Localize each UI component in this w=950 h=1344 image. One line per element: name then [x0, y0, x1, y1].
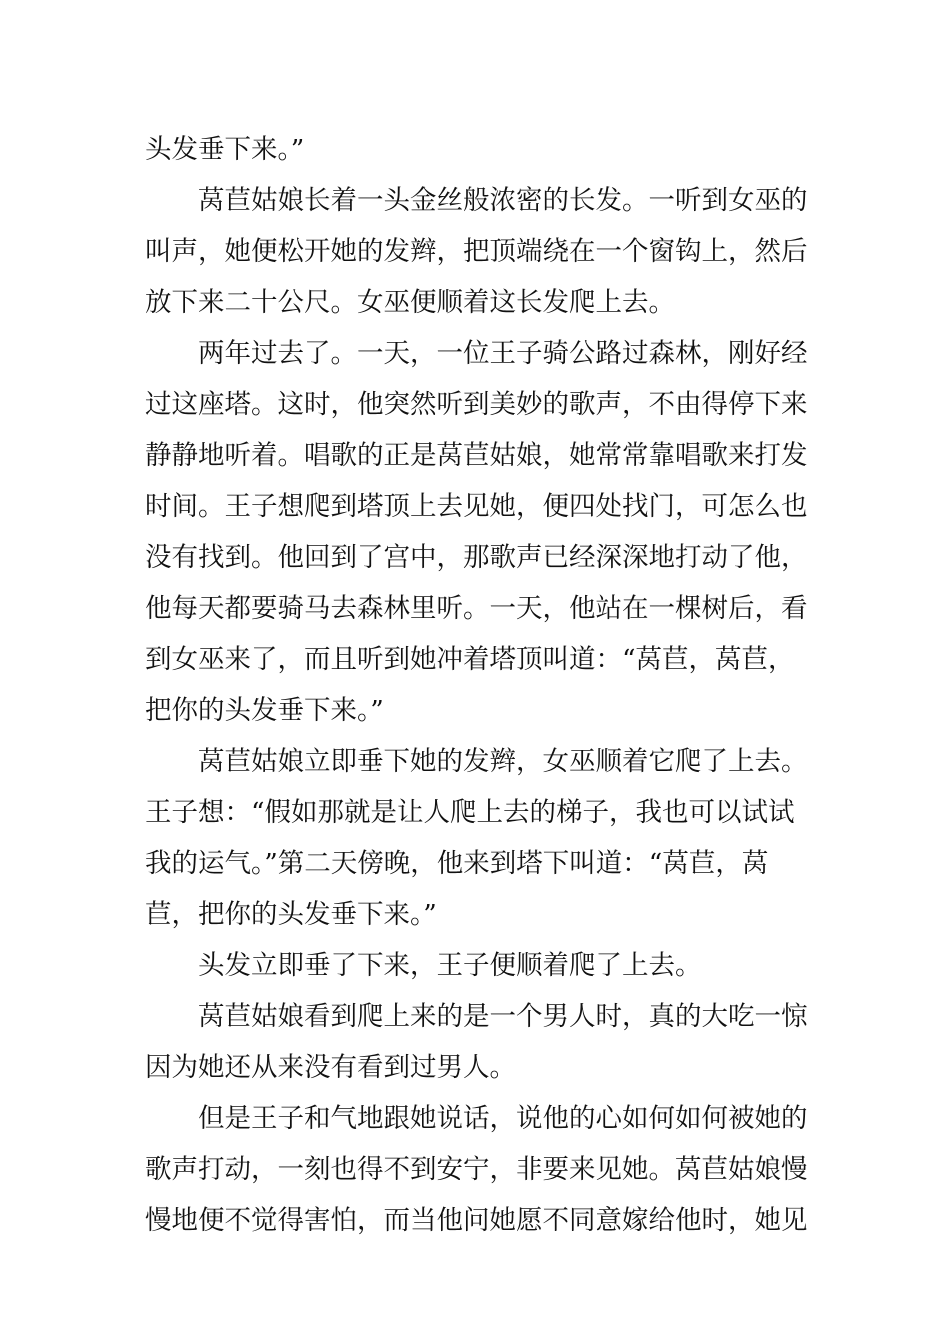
- text-line: 时间。王子想爬到塔顶上去见她，便四处找门，可怎么也: [145, 491, 808, 522]
- text-line: 到女巫来了，而且听到她冲着塔顶叫道：“莴苣，莴苣，: [145, 644, 795, 675]
- text-line: 因为她还从来没有看到过男人。: [145, 1052, 516, 1083]
- text-line: 我的运气。”第二天傍晚，他来到塔下叫道：“莴苣，莴: [145, 848, 769, 879]
- text-line: 没有找到。他回到了宫中，那歌声已经深深地打动了他，: [145, 542, 808, 573]
- story-text: [145, 124, 810, 1246]
- text-line: 歌声打动，一刻也得不到安宁，非要来见她。莴苣姑娘慢: [145, 1154, 808, 1185]
- text-line: 把你的头发垂下来。”: [145, 695, 384, 726]
- text-line: 他每天都要骑马去森林里听。一天，他站在一棵树后，看: [145, 593, 808, 624]
- text-line: 过这座塔。这时，他突然听到美妙的歌声，不由得停下来: [145, 389, 808, 420]
- text-line: 莴苣姑娘看到爬上来的是一个男人时，真的大吃一惊: [198, 1001, 808, 1032]
- text-line: 莴苣姑娘长着一头金丝般浓密的长发。一听到女巫的: [198, 185, 808, 216]
- text-line: 莴苣姑娘立即垂下她的发辫，女巫顺着它爬了上去。: [198, 746, 808, 777]
- text-line: 苣，把你的头发垂下来。”: [145, 899, 437, 930]
- text-line: 两年过去了。一天，一位王子骑公路过森林，刚好经: [198, 338, 808, 369]
- text-line: 头发垂下来。”: [145, 134, 305, 165]
- text-line: 静静地听着。唱歌的正是莴苣姑娘，她常常靠唱歌来打发: [145, 440, 808, 471]
- text-line: 慢地便不觉得害怕，而当他问她愿不同意嫁给他时，她见: [145, 1205, 808, 1236]
- text-line: 放下来二十公尺。女巫便顺着这长发爬上去。: [145, 287, 675, 318]
- text-line: 头发立即垂了下来，王子便顺着爬了上去。: [198, 950, 702, 981]
- text-line: 叫声，她便松开她的发辫，把顶端绕在一个窗钩上，然后: [145, 236, 808, 267]
- text-line: 但是王子和气地跟她说话，说他的心如何如何被她的: [198, 1103, 808, 1134]
- text-line: 王子想：“假如那就是让人爬上去的梯子，我也可以试试: [145, 797, 795, 828]
